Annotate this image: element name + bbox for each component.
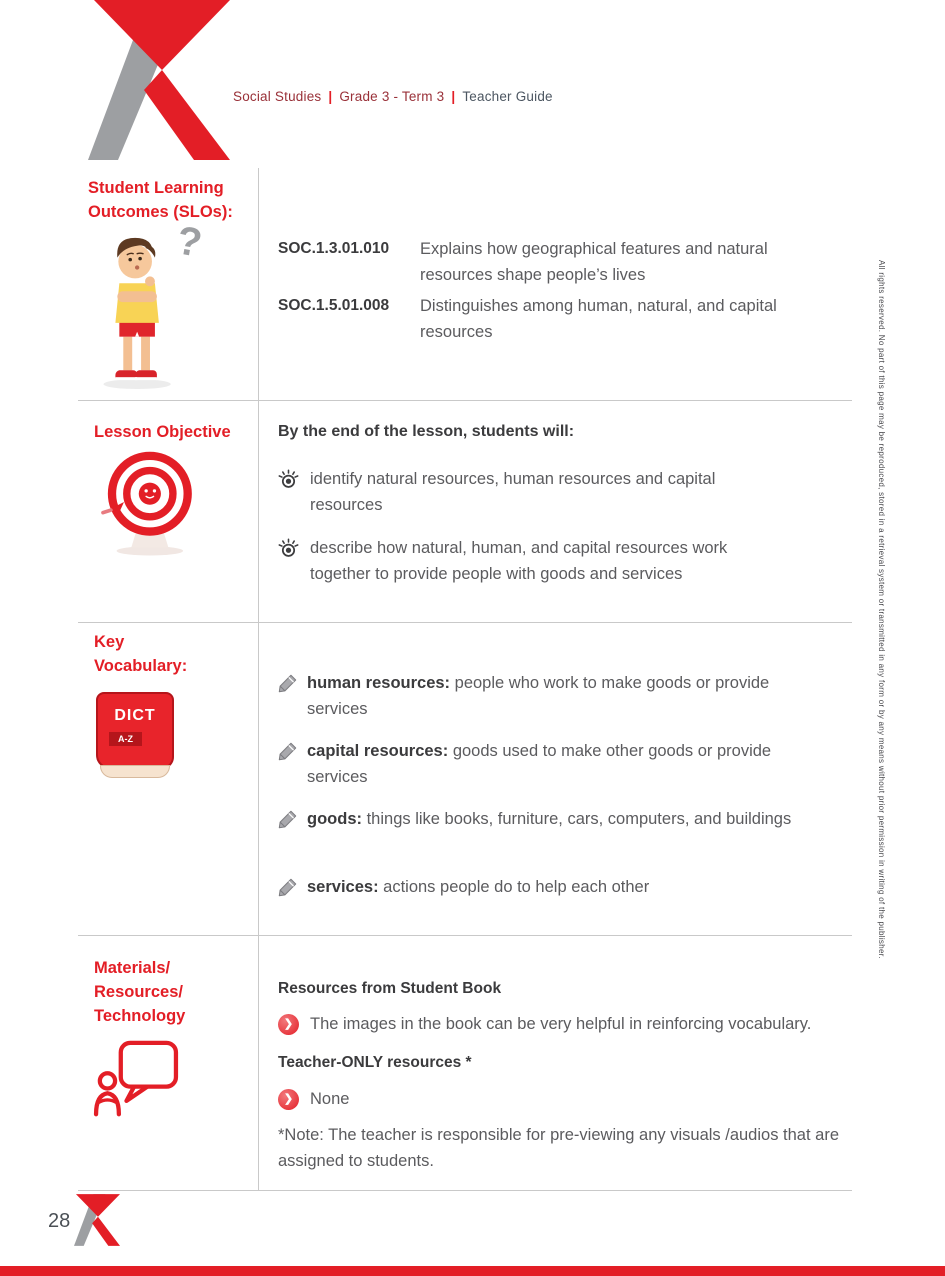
slo-code: SOC.1.3.01.010 <box>278 240 390 257</box>
section-divider <box>78 1190 852 1191</box>
materials-label-line: Technology <box>94 1007 186 1025</box>
header-grade-term: Grade 3 - Term 3 <box>339 89 445 104</box>
slo-text: Explains how geographical features and natural resources shape people’s lives <box>420 240 768 284</box>
thinking-boy-illustration <box>92 218 207 392</box>
student-book-bullet <box>278 1011 870 1037</box>
vocab-term: human resources: <box>307 674 451 692</box>
dictionary-pages <box>100 765 170 778</box>
dictionary-cover <box>96 692 174 769</box>
speech-bubble-person-icon <box>92 1040 180 1123</box>
student-book-heading: Resources from Student Book <box>278 980 502 997</box>
vocab-entry <box>278 738 812 790</box>
question-mark: ? <box>173 218 205 266</box>
section-divider <box>78 935 852 936</box>
vocab-term: goods: <box>307 810 362 828</box>
materials-label-line: Materials/ <box>94 959 171 977</box>
eye-bullet-icon <box>278 469 299 495</box>
objective-bullet-text: describe how natural, human, and capital resources work together to provide people with goods and services <box>310 539 728 583</box>
header-subject: Social Studies <box>233 89 322 104</box>
target-icon-graphic <box>100 447 196 557</box>
objective-bullet <box>278 466 790 518</box>
footer-brand-x-logo <box>74 1194 120 1251</box>
header-separator: | <box>451 89 456 104</box>
slo-item <box>278 293 838 345</box>
brand-x-logo <box>88 0 230 165</box>
copyright-vertical-text: All rights reserved. No part of this page may be reproduced, stored in a retrieval system or transmitted in any form or by any means without prior permission in writing of the publisher. <box>877 260 886 959</box>
vocabulary-label: Key Vocabulary: <box>94 633 188 675</box>
teacher-only-heading: Teacher-ONLY resources * <box>278 1054 472 1071</box>
vocab-text <box>307 806 812 832</box>
target-icon <box>100 447 196 562</box>
materials-label-line: Resources/ <box>94 983 183 1001</box>
vocab-entry <box>278 670 812 722</box>
objective-intro: By the end of the lesson, students will: <box>278 423 575 440</box>
slos-label: Student Learning Outcomes (SLOs): <box>88 179 233 221</box>
objective-bullet-text: identify natural resources, human resources and capital resources <box>310 470 716 514</box>
chevron-bullet-icon: ❯ <box>278 1089 299 1110</box>
slo-text: Distinguishes among human, natural, and capital resources <box>420 297 777 341</box>
page-number: 28 <box>48 1210 71 1232</box>
student-book-bullet-text: The images in the book can be very helpful in reinforcing vocabulary. <box>310 1015 812 1033</box>
section-divider <box>78 400 852 401</box>
page-header <box>233 89 553 104</box>
vocab-definition: people who work to make goods or provide services <box>307 674 770 718</box>
vocab-definition: actions people do to help each other <box>383 878 650 896</box>
vocab-text <box>307 670 812 722</box>
brand-x-logo-graphic <box>88 0 230 160</box>
chevron-bullet-icon: ❯ <box>278 1014 299 1035</box>
vocab-text <box>307 874 812 900</box>
vocab-term: capital resources: <box>307 742 449 760</box>
teacher-only-bullet-text: None <box>310 1090 350 1108</box>
header-doc-type: Teacher Guide <box>462 89 553 104</box>
teacher-only-bullet <box>278 1086 870 1112</box>
vocab-term: services: <box>307 878 379 896</box>
objective-label: Lesson Objective <box>94 423 231 441</box>
dictionary-az-tab: A-Z <box>109 732 142 746</box>
objective-bullet <box>278 535 790 587</box>
vocab-definition: goods used to make other goods or provide services <box>307 742 772 786</box>
vocab-definition: things like books, furniture, cars, computers, and buildings <box>366 810 792 828</box>
materials-label <box>94 956 254 1028</box>
pencil-icon <box>278 674 297 698</box>
vocab-entry <box>278 874 812 902</box>
dictionary-title: DICT <box>114 707 156 724</box>
vocab-entry <box>278 806 812 834</box>
vocab-text <box>307 738 812 790</box>
column-divider <box>258 168 259 1190</box>
section-divider <box>78 622 852 623</box>
header-separator: | <box>328 89 333 104</box>
pencil-icon <box>278 742 297 766</box>
bottom-red-bar <box>0 1266 945 1276</box>
pencil-icon <box>278 810 297 834</box>
eye-bullet-icon <box>278 538 299 564</box>
preview-note: *Note: The teacher is responsible for pre-viewing any visuals /audios that are assigned to students. <box>278 1126 839 1170</box>
slo-code: SOC.1.5.01.008 <box>278 297 390 314</box>
dictionary-icon <box>96 692 174 780</box>
pencil-icon <box>278 878 297 902</box>
slo-item <box>278 236 838 288</box>
